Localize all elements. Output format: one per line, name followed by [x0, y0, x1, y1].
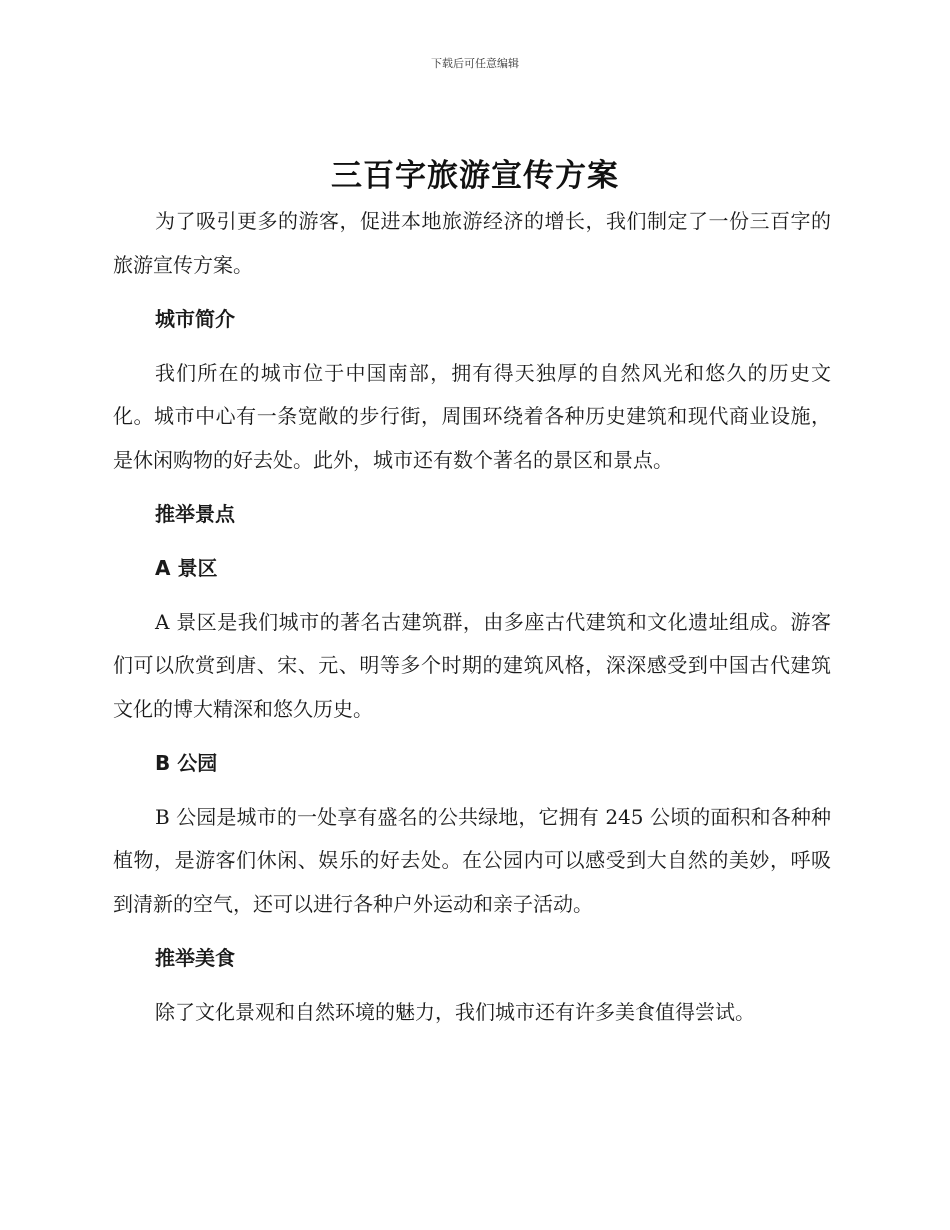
subheading-a: A 景区	[155, 555, 218, 580]
food-paragraph: 除了文化景观和自然环境的魅力，我们城市还有许多美食值得尝试。	[155, 999, 755, 1024]
city-paragraph: 我们所在的城市位于中国南部，拥有得天独厚的自然风光和悠久的历史文化。城市中心有一条宽敞的步行街，周围环绕着各种历史建筑和现代商业设施，是休闲购物的好去处。此外，城市还有数个著名的景区和景点。	[113, 360, 831, 472]
a-paragraph: A 景区是我们城市的著名古建筑群，由多座古代建筑和文化遗址组成。游客们可以欣赏到唐、宋、元、明等多个时期的建筑风格，深深感受到中国古代建筑文化的博大精深和悠久历史。	[113, 609, 831, 721]
header-note: 下载后可任意编辑	[431, 57, 519, 70]
section-heading-city: 城市简介	[155, 306, 235, 331]
subheading-b: B 公园	[155, 750, 218, 775]
page-title: 三百字旅游宣传方案	[331, 158, 619, 194]
document-body	[113, 200, 831, 1034]
section-heading-spots: 推举景点	[155, 501, 235, 526]
section-heading-food: 推举美食	[155, 945, 235, 970]
intro-paragraph: 为了吸引更多的游客，促进本地旅游经济的增长，我们制定了一份三百字的旅游宣传方案。	[113, 209, 831, 277]
b-paragraph: B 公园是城市的一处享有盛名的公共绿地，它拥有 245 公顷的面积和各种种植物，是游客们休闲、娱乐的好去处。在公园内可以感受到大自然的美妙，呼吸到清新的空气，还可以进行各种户外运动和亲子活动。	[113, 804, 831, 916]
